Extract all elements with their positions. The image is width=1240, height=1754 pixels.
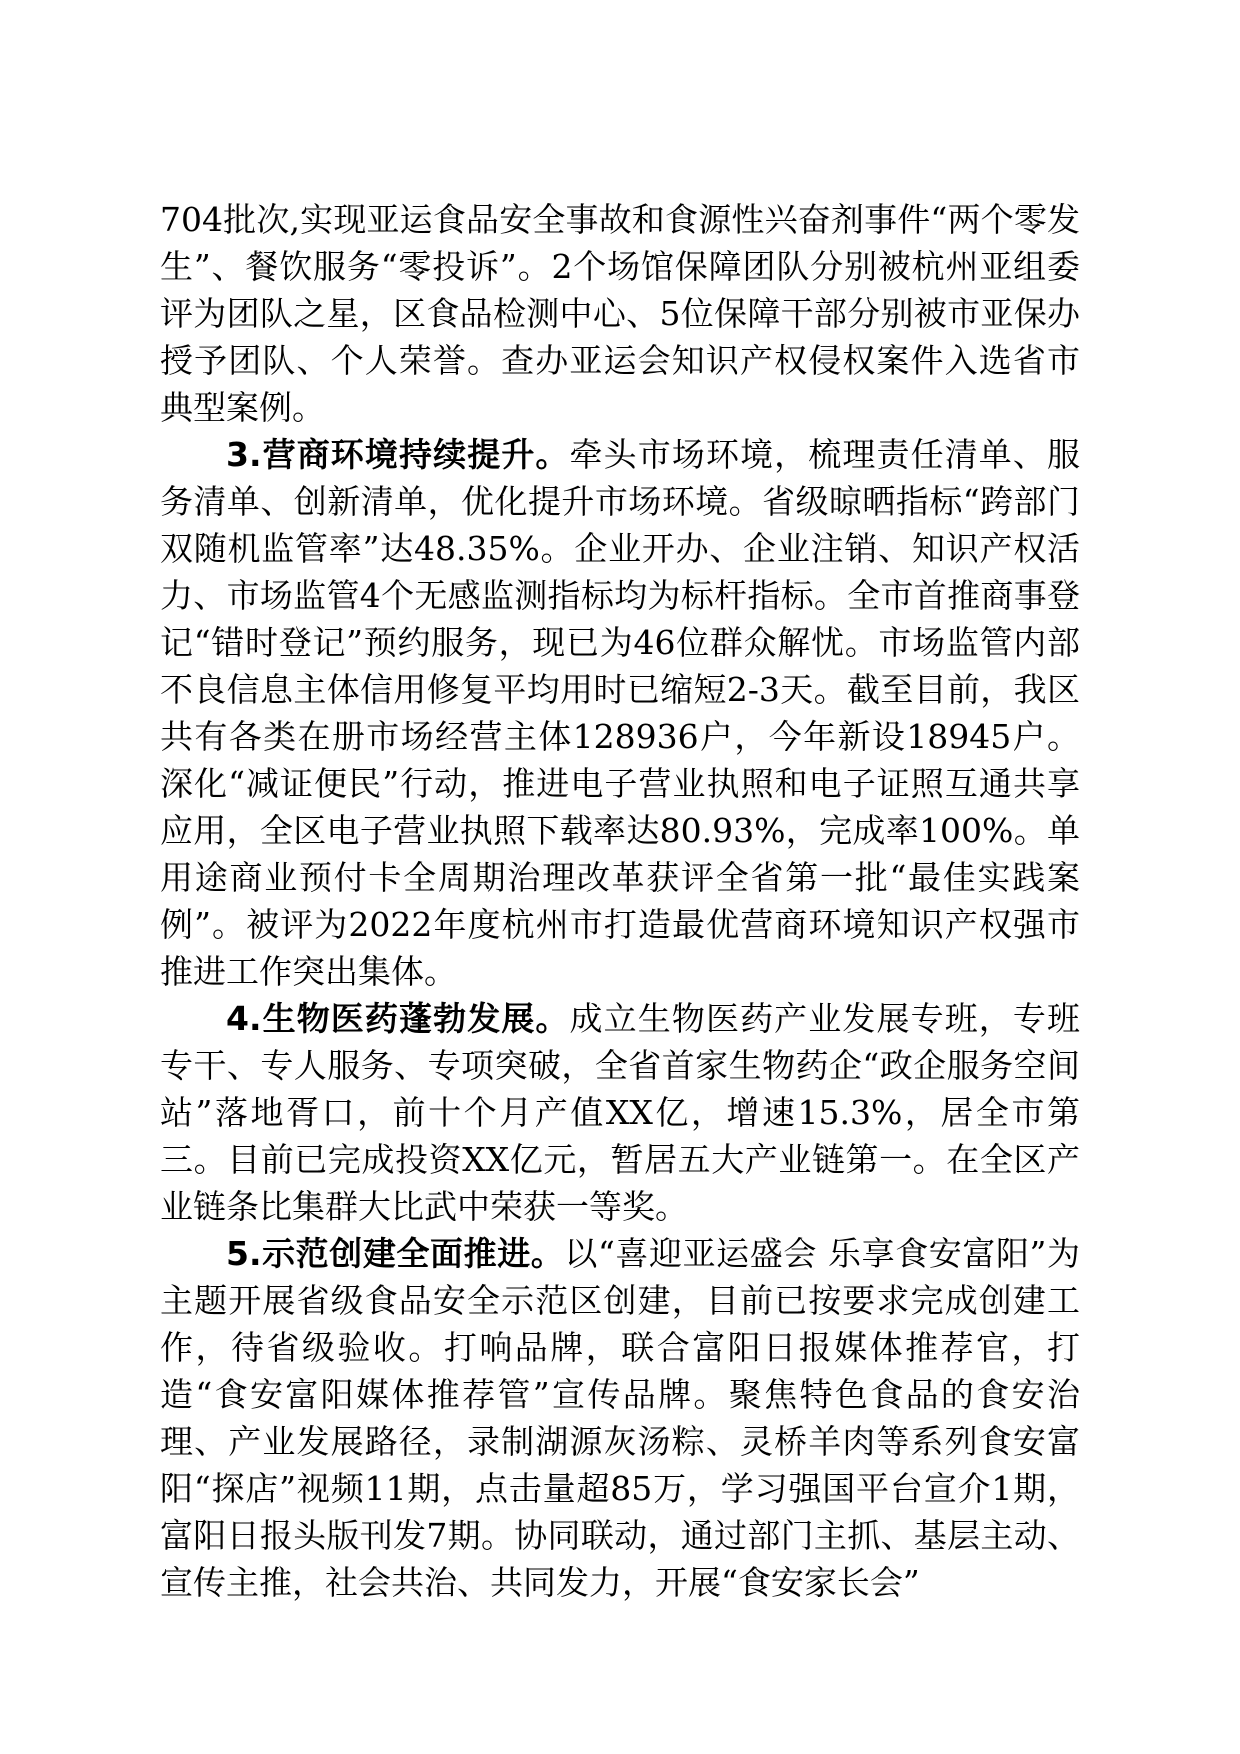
- paragraph-heading: 5.示范创建全面推进。: [226, 1234, 565, 1273]
- paragraph-text: 704批次,实现亚运食品安全事故和食源性兴奋剂事件“两个零发生”、餐饮服务“零投诉”。2个场馆保障团队分别被杭州亚组委评为团队之星，区食品检测中心、5位保障干部分别被市亚保办授予团队、个人荣誉。查办亚运会知识产权侵权案件入选省市典型案例。: [160, 200, 1080, 427]
- paragraph-text: 成立生物医药产业发展专班，专班专干、专人服务、专项突破，全省首家生物药企“政企服务空间站”落地胥口，前十个月产值XX亿，增速15.3%，居全市第三。目前已完成投资XX亿元，暂居五大产业链第一。在全区产业链条比集群大比武中荣获一等奖。: [160, 999, 1081, 1226]
- paragraph-business-environment: [160, 431, 1080, 995]
- paragraph-heading: 3.营商环境持续提升。: [226, 435, 570, 474]
- paragraph-demonstration: [160, 1230, 1080, 1606]
- paragraph-biomedicine: [160, 995, 1080, 1230]
- document-page: [160, 196, 1080, 1606]
- paragraph-text: 以“喜迎亚运盛会 乐享食安富阳”为主题开展省级食品安全示范区创建，目前已按要求完成创建工作，待省级验收。打响品牌，联合富阳日报媒体推荐官，打造“食安富阳媒体推荐管”宣传品牌。聚焦特色食品的食安治理、产业发展路径，录制湖源灰汤粽、灵桥羊肉等系列食安富阳“探店”视频11期，点击量超85万，学习强国平台宣介1期，富阳日报头版刊发7期。协同联动，通过部门主抓、基层主动、宣传主推，社会共治、共同发力，开展“食安家长会”: [160, 1234, 1081, 1602]
- paragraph-continuation: [160, 196, 1080, 431]
- paragraph-text: 牵头市场环境，梳理责任清单、服务清单、创新清单，优化提升市场环境。省级晾晒指标“跨部门双随机监管率”达48.35%。企业开办、企业注销、知识产权活力、市场监管4个无感监测指标均为标杆指标。全市首推商事登记“错时登记”预约服务，现已为46位群众解忧。市场监管内部不良信息主体信用修复平均用时已缩短2-3天。截至目前，我区共有各类在册市场经营主体128936户，今年新设18945户。深化“减证便民”行动，推进电子营业执照和电子证照互通共享应用，全区电子营业执照下载率达80.93%，完成率100%。单用途商业预付卡全周期治理改革获评全省第一批“最佳实践案例”。被评为2022年度杭州市打造最优营商环境知识产权强市推进工作突出集体。: [160, 435, 1081, 991]
- paragraph-heading: 4.生物医药蓬勃发展。: [226, 999, 570, 1038]
